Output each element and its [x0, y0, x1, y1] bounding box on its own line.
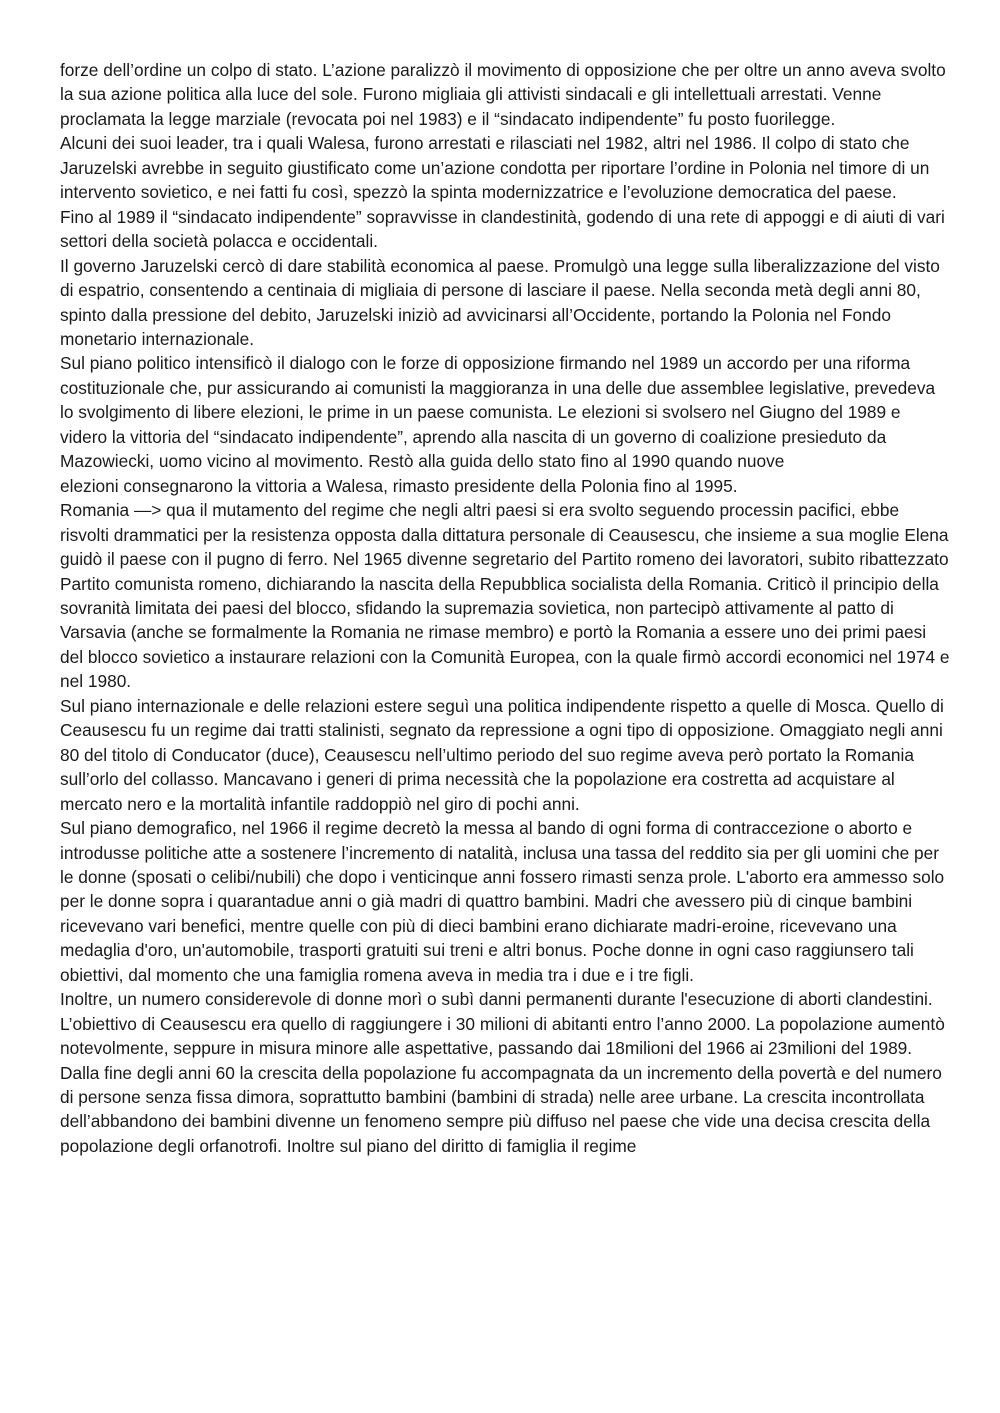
paragraph-economy: Il governo Jaruzelski cercò di dare stabilità economica al paese. Promulgò una legge sulla liberalizzazione del visto di espatrio, consentendo a centinaia di migliaia di persone di lasciare il paese. Nella seconda metà degli anni 80, spinto dalla pressione del debito, Jaruzelski iniziò ad avvicinarsi all’Occidente, portando la Polonia nel Fondo monetario internazionale.: [60, 255, 940, 349]
paragraph-elections: elezioni consegnarono la vittoria a Walesa, rimasto presidente della Polonia fino al 1995.: [60, 475, 738, 496]
paragraph-poverty: Dalla fine degli anni 60 la crescita della popolazione fu accompagnata da un incremento della povertà e del numero di persone senza fissa dimora, soprattutto bambini (bambini di strada) nelle aree urbane. La crescita incontrollata dell’abbandono dei bambini divenne un fenomeno sempre più diffuso nel paese che vide una decisa crescita della popolazione degli orfanotrofi. Inoltre sul piano del diritto di famiglia il regime: [60, 1062, 942, 1156]
document-page: [60, 58, 950, 1158]
paragraph-population-goal: L’obiettivo di Ceausescu era quello di raggiungere i 30 milioni di abitanti entro l’anno 2000. La popolazione aumentò notevolmente, seppure in misura minore alle aspettative, passando dai 18milioni del 1966 ai 23milioni del 1989.: [60, 1013, 945, 1059]
paragraph-romania: Romania —> qua il mutamento del regime che negli altri paesi si era svolto seguendo processin pacifici, ebbe risvolti drammatici per la resistenza opposta dalla dittatura personale di Ceausescu, che insieme a sua moglie Elena guidò il paese con il pugno di ferro. Nel 1965 divenne segretario del Partito romeno dei lavoratori, subito ribattezzato Partito comunista romeno, dichiarando la nascita della Repubblica socialista della Romania. Criticò il principio della sovranità limitata dei paesi del blocco, sfidando la supremazia sovietica, non partecipò attivamente al patto di Varsavia (anche se formalmente la Romania ne rimase membro) e portò la Romania a essere uno dei primi paesi del blocco sovietico a instaurare relazioni con la Comunità Europea, con la quale firmò accordi economici nel 1974 e nel 1980.: [60, 500, 950, 692]
paragraph-demography: Sul piano demografico, nel 1966 il regime decretò la messa al bando di ogni forma di contraccezione o aborto e introdusse politiche atte a sostenere l’incremento di natalità, inclusa una tassa del reddito sia per gli uomini che per le donne (sposati o celibi/nubili) che dopo i venticinque anni fossero rimasti senza prole. L'aborto era ammesso solo per le donne sopra i quarantadue anni o già madri di quattro bambini. Madri che avessero più di cinque bambini ricevevano vari benefici, mentre quelle con più di dieci bambini erano dichiarate madri-eroine, ricevevano una medaglia d'oro, un'automobile, trasporti gratuiti sui treni e altri bonus. Poche donne in ogni caso raggiunsero tali obiettivi, dal momento che una famiglia romena aveva in media tra i due e i tre figli.: [60, 818, 945, 985]
paragraph-foreign-policy: Sul piano internazionale e delle relazioni estere seguì una politica indipendente rispetto a quelle di Mosca. Quello di Ceausescu fu un regime dai tratti stalinisti, segnato da repressione a ogni tipo di opposizione. Omaggiato negli anni 80 del titolo di Conducator (duce), Ceausescu nell’ultimo periodo del suo regime aveva però portato la Romania sull’orlo del collasso. Mancavano i generi di prima necessità che la popolazione era costretta ad acquistare al mercato nero e la mortalità infantile raddoppiò nel giro di pochi anni.: [60, 695, 944, 814]
paragraph-clandestinity: Fino al 1989 il “sindacato indipendente” sopravvisse in clandestinità, godendo di una rete di appoggi e di aiuti di vari settori della società polacca e occidentali.: [60, 206, 945, 252]
paragraph-politics: Sul piano politico intensificò il dialogo con le forze di opposizione firmando nel 1989 un accordo per una riforma costituzionale che, pur assicurando ai comunisti la maggioranza in una delle due assemblee legislative, prevedeva lo svolgimento di libere elezioni, le prime in un paese comunista. Le elezioni si svolsero nel Giugno del 1989 e videro la vittoria del “sindacato indipendente”, aprendo alla nascita di un governo di coalizione presieduto da Mazowiecki, uomo vicino al movimento. Restò alla guida dello stato fino al 1990 quando nuove: [60, 353, 936, 472]
paragraph-coup: forze dell’ordine un colpo di stato. L’azione paralizzò il movimento di opposizione che per oltre un anno aveva svolto la sua azione politica alla luce del sole. Furono migliaia gli attivisti sindacali e gli intellettuali arrestati. Venne proclamata la legge marziale (revocata poi nel 1983) e il “sindacato indipendente” fu posto fuorilegge.: [60, 60, 946, 129]
paragraph-clandestine-abortions: Inoltre, un numero considerevole di donne morì o subì danni permanenti durante l'esecuzione di aborti clandestini.: [60, 989, 933, 1010]
paragraph-leaders: Alcuni dei suoi leader, tra i quali Walesa, furono arrestati e rilasciati nel 1982, altri nel 1986. Il colpo di stato che Jaruzelski avrebbe in seguito giustificato come un’azione condotta per riportare l’ordine in Polonia nel timore di un intervento sovietico, e nei fatti fu così, spezzò la spinta modernizzatrice e l’evoluzione democratica del paese.: [60, 133, 930, 203]
